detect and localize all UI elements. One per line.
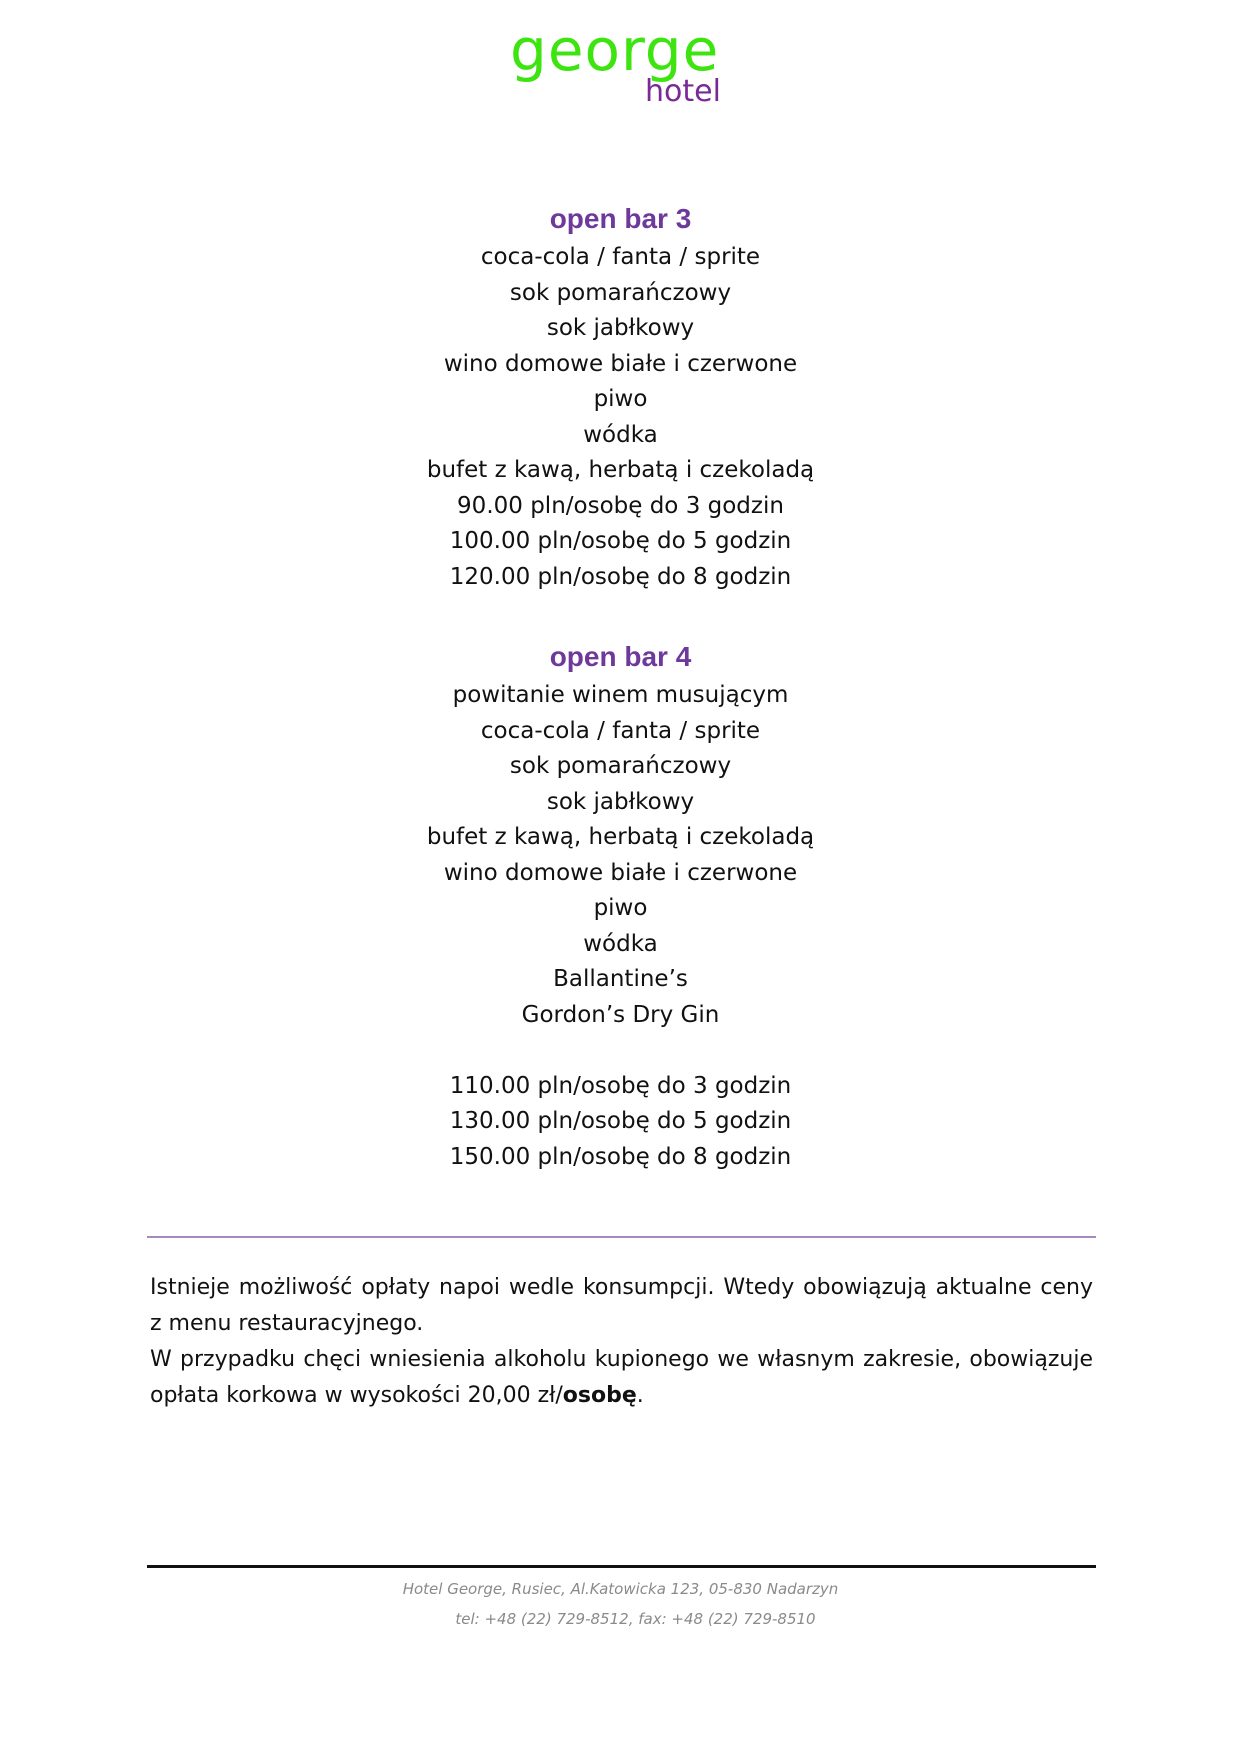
note-paragraph-2-end: . xyxy=(636,1383,644,1408)
price-line: 120.00 pln/osobę do 8 godzin xyxy=(449,563,792,590)
note-paragraph-2 xyxy=(150,1342,1093,1414)
price-line: 150.00 pln/osobę do 8 godzin xyxy=(449,1143,792,1170)
section-divider xyxy=(147,1236,1096,1238)
menu-item: piwo xyxy=(593,895,648,921)
open-bar-3-title: open bar 3 xyxy=(549,203,692,234)
menu-item: piwo xyxy=(593,386,648,412)
note-paragraph-1: Istnieje możliwość opłaty napoi wedle konsumpcji. Wtedy obowiązują aktualne ceny z menu restauracyjnego. xyxy=(150,1275,1093,1336)
menu-item: powitanie winem musującym xyxy=(452,682,789,708)
price-line: 100.00 pln/osobę do 5 godzin xyxy=(449,528,792,554)
menu-item: Gordon’s Dry Gin xyxy=(521,1001,720,1028)
footer-divider xyxy=(147,1565,1096,1568)
hotel-logo xyxy=(0,18,1241,118)
menu-item: wódka xyxy=(583,421,658,448)
consumption-note xyxy=(150,1270,1093,1414)
menu-item: sok jabłkowy xyxy=(546,315,695,341)
menu-item: sok pomarańczowy xyxy=(509,753,732,779)
spacer xyxy=(0,1033,1241,1069)
footer-contact: tel: +48 (22) 729-8512, fax: +48 (22) 729-8510 xyxy=(455,1610,816,1628)
menu-item: coca-cola / fanta / sprite xyxy=(480,717,761,744)
open-bar-3-section xyxy=(0,198,1241,595)
footer xyxy=(0,1574,1241,1634)
menu-item: Ballantine’s xyxy=(553,966,688,992)
footer-address: Hotel George, Rusiec, Al.Katowicka 123, 05-830 Nadarzyn xyxy=(402,1580,839,1598)
logo-hotel-text: hotel xyxy=(645,74,721,109)
open-bar-4-section xyxy=(0,636,1241,1175)
menu-item: coca-cola / fanta / sprite xyxy=(480,244,761,270)
note-paragraph-2-text: W przypadku chęci wniesienia alkoholu kupionego we własnym zakresie, obowiązuje opłata korkowa w wysokości 20,00 zł/ xyxy=(150,1347,1093,1408)
menu-item: wino domowe białe i czerwone xyxy=(443,859,798,886)
menu-item: wino domowe białe i czerwone xyxy=(443,350,798,377)
menu-item: bufet z kawą, herbatą i czekoladą xyxy=(426,824,815,850)
menu-item: wódka xyxy=(583,930,658,957)
menu-item: sok jabłkowy xyxy=(546,788,695,815)
menu-item: bufet z kawą, herbatą i czekoladą xyxy=(426,457,815,483)
menu-item: sok pomarańczowy xyxy=(509,279,732,306)
price-line: 90.00 pln/osobę do 3 godzin xyxy=(457,492,784,519)
open-bar-4-title: open bar 4 xyxy=(549,641,692,672)
note-bold-word: osobę xyxy=(562,1383,637,1408)
price-line: 110.00 pln/osobę do 3 godzin xyxy=(449,1072,792,1099)
logo-george-text: george xyxy=(510,16,720,84)
price-line: 130.00 pln/osobę do 5 godzin xyxy=(449,1108,792,1134)
